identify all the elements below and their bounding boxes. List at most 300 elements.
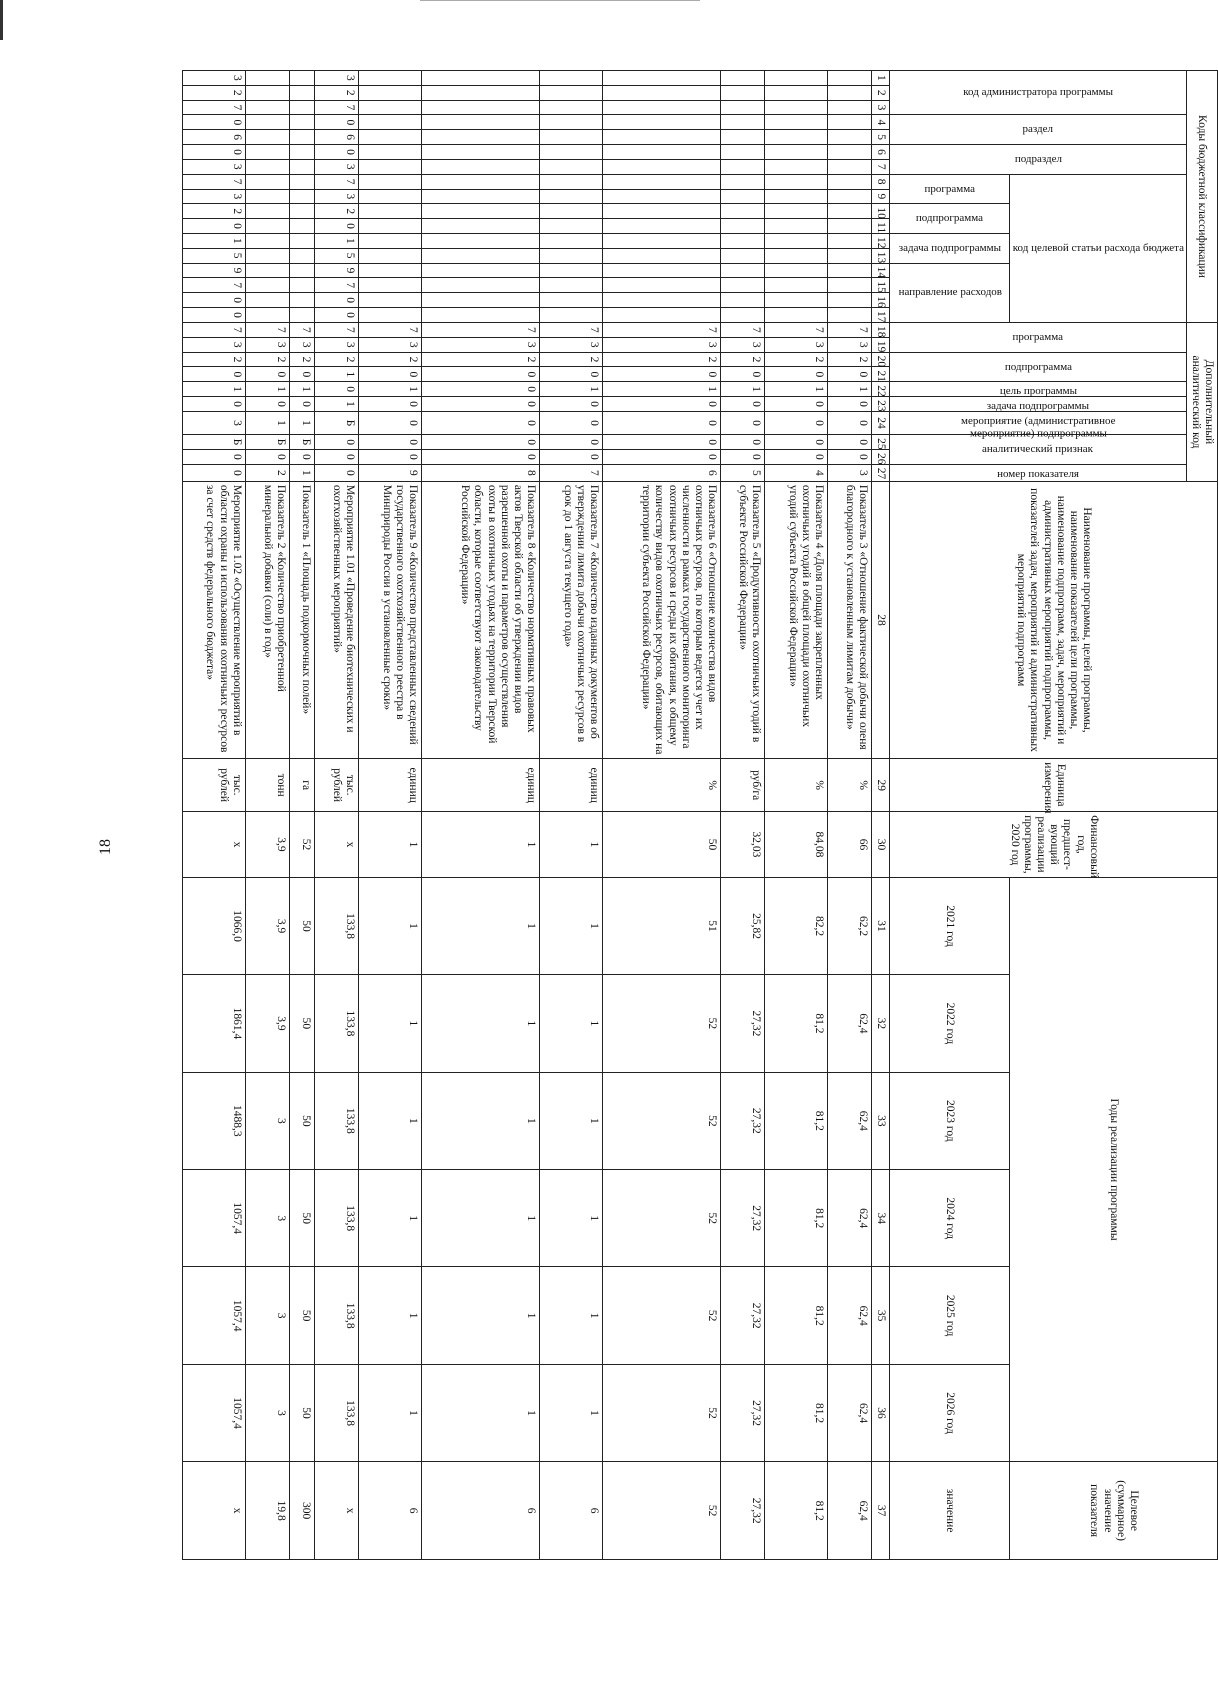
column-number: 8	[872, 174, 890, 189]
budget-code-digit: 0	[315, 219, 359, 234]
budget-code-digit	[422, 263, 540, 278]
row-unit: %	[828, 759, 872, 812]
row-unit: единиц	[359, 759, 422, 812]
page-number: 18	[97, 839, 114, 855]
analytic-code-digit: 1	[315, 397, 359, 412]
header-budget-codes: Коды бюджетной классификации	[1186, 71, 1217, 323]
analytic-code-digit: 1	[245, 411, 289, 434]
analytic-code-digit: 2	[289, 352, 315, 367]
budget-code-digit	[245, 145, 289, 160]
column-number: 33	[872, 1072, 890, 1169]
header-kod-admin: код администратора программы	[890, 71, 1186, 115]
analytic-code-digit: 7	[603, 323, 721, 338]
column-number: 16	[872, 293, 890, 308]
budget-code-digit: 5	[315, 248, 359, 263]
budget-code-digit	[765, 71, 828, 86]
row-unit: %	[603, 759, 721, 812]
row-target-value: x	[183, 1462, 246, 1560]
analytic-code-digit: 0	[540, 397, 603, 412]
budget-code-digit	[289, 248, 315, 263]
budget-code-digit	[245, 130, 289, 145]
budget-code-digit	[289, 130, 315, 145]
column-number: 13	[872, 248, 890, 263]
row-year-value: 1057,4	[183, 1364, 246, 1461]
analytic-code-digit: 8	[422, 464, 540, 481]
budget-code-digit	[540, 189, 603, 204]
budget-code-digit	[359, 308, 422, 323]
budget-code-digit: 7	[183, 100, 246, 115]
table-row	[603, 71, 721, 1560]
budget-code-digit	[422, 278, 540, 293]
row-fin-year: 84,08	[765, 812, 828, 878]
budget-code-digit	[359, 293, 422, 308]
budget-code-digit	[245, 278, 289, 293]
budget-code-digit	[603, 308, 721, 323]
row-year-value: 1	[422, 1267, 540, 1364]
row-name: Показатель 5 «Продуктивность охотничьих угодий в субъекте Российской Федерации»	[721, 481, 765, 758]
analytic-code-digit: 3	[828, 464, 872, 481]
row-year-value: 27,32	[721, 1364, 765, 1461]
column-number: 6	[872, 145, 890, 160]
budget-code-digit: 6	[315, 130, 359, 145]
column-number: 4	[872, 115, 890, 130]
column-number: 37	[872, 1462, 890, 1560]
row-fin-year: 32,03	[721, 812, 765, 878]
analytic-code-digit: 0	[603, 435, 721, 450]
analytic-code-digit: 9	[359, 464, 422, 481]
budget-code-digit	[422, 145, 540, 160]
header-analytic-code: Дополнительный аналитический код	[1186, 323, 1217, 482]
budget-code-digit	[422, 159, 540, 174]
analytic-code-digit: Б	[245, 435, 289, 450]
row-unit: тыс. рублей	[315, 759, 359, 812]
row-name: Показатель 4 «Доля площади закрепленных охотничьих угодий в общей площади охотничьих угодий субъекта Российской Федерации»	[765, 481, 828, 758]
row-year-value: 1	[540, 1072, 603, 1169]
row-year-value: 81,2	[765, 975, 828, 1072]
budget-code-digit	[721, 145, 765, 160]
analytic-code-digit: 0	[183, 367, 246, 382]
budget-code-digit	[540, 263, 603, 278]
analytic-code-digit: 7	[245, 323, 289, 338]
row-year-value: 1066,0	[183, 877, 246, 974]
budget-code-digit	[245, 189, 289, 204]
budget-code-digit	[245, 293, 289, 308]
analytic-code-digit: 0	[315, 382, 359, 397]
budget-code-digit	[359, 219, 422, 234]
budget-code-digit	[603, 278, 721, 293]
row-year-value: 1861,4	[183, 975, 246, 1072]
analytic-code-digit: 2	[422, 352, 540, 367]
analytic-code-digit: 3	[289, 337, 315, 352]
budget-code-digit	[540, 204, 603, 219]
budget-code-digit	[828, 248, 872, 263]
row-year-value: 27,32	[721, 1170, 765, 1267]
budget-code-digit	[721, 159, 765, 174]
budget-code-digit	[540, 100, 603, 115]
budget-code-digit	[828, 263, 872, 278]
analytic-code-digit: 6	[603, 464, 721, 481]
budget-code-digit: 0	[183, 293, 246, 308]
analytic-code-digit: 0	[245, 449, 289, 464]
row-year-value: 27,32	[721, 975, 765, 1072]
budget-code-digit	[540, 115, 603, 130]
budget-code-digit	[359, 145, 422, 160]
budget-code-digit	[828, 308, 872, 323]
column-number: 20	[872, 352, 890, 367]
budget-code-digit	[603, 71, 721, 86]
analytic-code-digit: 1	[721, 382, 765, 397]
row-target-value: 6	[422, 1462, 540, 1560]
analytic-code-digit: 3	[540, 337, 603, 352]
budget-code-digit	[540, 130, 603, 145]
column-number: 1	[872, 71, 890, 86]
budget-code-digit	[828, 233, 872, 248]
analytic-code-digit: 3	[422, 337, 540, 352]
budget-code-digit	[422, 233, 540, 248]
budget-code-digit	[540, 159, 603, 174]
row-year-value: 50	[289, 1170, 315, 1267]
header-napravlenie: направление расходов	[890, 263, 1010, 322]
column-number: 30	[872, 812, 890, 878]
row-year-value: 1	[540, 1170, 603, 1267]
analytic-code-digit: 3	[359, 337, 422, 352]
column-number: 22	[872, 382, 890, 397]
budget-code-digit	[540, 145, 603, 160]
budget-code-digit: 7	[315, 174, 359, 189]
row-year-value: 3,9	[245, 877, 289, 974]
table-row	[765, 71, 828, 1560]
analytic-code-digit: 3	[765, 337, 828, 352]
budget-code-digit: 0	[315, 308, 359, 323]
analytic-code-digit: 3	[245, 337, 289, 352]
budget-code-digit	[289, 293, 315, 308]
budget-code-digit	[289, 219, 315, 234]
analytic-code-digit: 4	[765, 464, 828, 481]
row-target-value: 19,8	[245, 1462, 289, 1560]
analytic-code-digit: 0	[245, 397, 289, 412]
header-2023: 2023 год	[890, 1072, 1010, 1169]
row-year-value: 133,8	[315, 975, 359, 1072]
row-year-value: 81,2	[765, 1072, 828, 1169]
budget-code-digit	[289, 71, 315, 86]
analytic-code-digit: 0	[765, 367, 828, 382]
analytic-code-digit: 0	[359, 435, 422, 450]
budget-code-digit: 0	[315, 293, 359, 308]
analytic-code-digit: 0	[289, 367, 315, 382]
row-year-value: 1	[359, 1072, 422, 1169]
row-target-value: 81,2	[765, 1462, 828, 1560]
analytic-code-digit: 0	[315, 435, 359, 450]
budget-code-digit	[422, 85, 540, 100]
budget-code-digit	[245, 248, 289, 263]
analytic-code-digit: 0	[359, 367, 422, 382]
top-rule	[420, 0, 700, 1]
row-name: Показатель 6 «Отношение количества видов охотничьих ресурсов, по которым ведется учет их численности в рамках государственного мониторинга охотничьих ресурсов и среды их обитания, к общему количеству видов охотничьих ресурсов, обитающих на территории субъекта Российской Федерации»	[603, 481, 721, 758]
analytic-code-digit: 1	[828, 382, 872, 397]
budget-code-digit	[765, 100, 828, 115]
analytic-code-digit: 1	[603, 382, 721, 397]
budget-code-digit	[721, 130, 765, 145]
analytic-code-digit: 3	[721, 337, 765, 352]
column-number: 10	[872, 204, 890, 219]
budget-code-digit	[359, 174, 422, 189]
row-year-value: 25,82	[721, 877, 765, 974]
budget-code-digit	[603, 204, 721, 219]
header-podrazdel: подраздел	[890, 145, 1186, 175]
row-year-value: 133,8	[315, 1170, 359, 1267]
row-year-value: 1057,4	[183, 1170, 246, 1267]
budget-code-digit: 3	[315, 189, 359, 204]
row-year-value: 52	[603, 1267, 721, 1364]
row-year-value: 1	[359, 975, 422, 1072]
budget-code-digit	[765, 130, 828, 145]
column-number: 36	[872, 1364, 890, 1461]
header-unit: Единица измерения	[890, 759, 1218, 812]
budget-code-digit	[828, 85, 872, 100]
analytic-code-digit: 0	[765, 411, 828, 434]
budget-code-digit	[721, 248, 765, 263]
budget-code-digit	[603, 233, 721, 248]
budget-code-digit	[289, 174, 315, 189]
row-target-value: 27,32	[721, 1462, 765, 1560]
budget-code-digit	[828, 189, 872, 204]
header-target: Целевое (суммарное) значение показателя	[1010, 1462, 1218, 1560]
row-fin-year: 66	[828, 812, 872, 878]
analytic-code-digit: 7	[422, 323, 540, 338]
row-year-value: 50	[289, 1267, 315, 1364]
budget-code-digit	[422, 174, 540, 189]
budget-code-digit	[603, 174, 721, 189]
budget-code-digit	[289, 263, 315, 278]
row-year-value: 133,8	[315, 1267, 359, 1364]
table-row	[359, 71, 422, 1560]
budget-code-digit	[828, 130, 872, 145]
budget-code-digit: 0	[183, 145, 246, 160]
table-row	[183, 71, 246, 1560]
analytic-code-digit: 1	[289, 382, 315, 397]
header-a-programma: программа	[890, 323, 1186, 353]
budget-code-digit	[422, 204, 540, 219]
budget-code-digit	[765, 293, 828, 308]
row-year-value: 27,32	[721, 1072, 765, 1169]
row-fin-year: x	[315, 812, 359, 878]
row-fin-year: 1	[540, 812, 603, 878]
row-year-value: 50	[289, 877, 315, 974]
budget-code-digit: 3	[315, 159, 359, 174]
analytic-code-digit: 2	[315, 352, 359, 367]
row-name: Показатель 1 «Площадь подкормочных полей»	[289, 481, 315, 758]
budget-code-digit	[828, 145, 872, 160]
analytic-code-digit: 3	[315, 337, 359, 352]
analytic-code-digit: 2	[245, 464, 289, 481]
budget-code-digit	[289, 145, 315, 160]
column-number-row	[872, 71, 890, 1560]
budget-code-digit	[289, 308, 315, 323]
row-year-value: 62,4	[828, 1170, 872, 1267]
analytic-code-digit: 0	[422, 411, 540, 434]
row-fin-year: x	[183, 812, 246, 878]
analytic-code-digit: 7	[540, 323, 603, 338]
row-year-value: 62,4	[828, 1267, 872, 1364]
budget-code-digit	[245, 263, 289, 278]
analytic-code-digit: 2	[603, 352, 721, 367]
budget-code-digit: 3	[183, 189, 246, 204]
analytic-code-digit: Б	[183, 435, 246, 450]
analytic-code-digit: 0	[828, 397, 872, 412]
analytic-code-digit: 2	[721, 352, 765, 367]
analytic-code-digit: 0	[540, 435, 603, 450]
budget-code-digit	[603, 293, 721, 308]
row-unit: тыс. рублей	[183, 759, 246, 812]
header-2021: 2021 год	[890, 877, 1010, 974]
analytic-code-digit: 0	[765, 449, 828, 464]
budget-code-digit	[422, 115, 540, 130]
row-year-value: 51	[603, 877, 721, 974]
row-year-value: 81,2	[765, 1170, 828, 1267]
analytic-code-digit: 0	[828, 435, 872, 450]
analytic-code-digit: 2	[828, 352, 872, 367]
analytic-code-digit: 0	[183, 397, 246, 412]
row-year-value: 1	[359, 1170, 422, 1267]
row-year-value: 1	[540, 1267, 603, 1364]
analytic-code-digit: 0	[603, 449, 721, 464]
budget-code-digit	[245, 174, 289, 189]
analytic-code-digit: 0	[422, 449, 540, 464]
budget-code-digit: 0	[183, 308, 246, 323]
analytic-code-digit: 7	[359, 323, 422, 338]
analytic-code-digit: 2	[183, 352, 246, 367]
header-name: Наименование программы, целей программы, наименование показателей цели программы, наименование подпрограмм, задач, мероприятий и административных мероприятий подпрограммы, показателей задач, мероприятий и административных мероприятий подпрограмм	[890, 481, 1218, 758]
header-a-cel: цель программы	[890, 382, 1186, 397]
header-kod-celevoy: код целевой статьи расхода бюджета	[1010, 174, 1186, 322]
analytic-code-digit: 0	[721, 449, 765, 464]
analytic-code-digit: Б	[315, 411, 359, 434]
column-number: 5	[872, 130, 890, 145]
analytic-code-digit: 7	[289, 323, 315, 338]
header-programma: программа	[890, 174, 1010, 204]
column-number: 19	[872, 337, 890, 352]
header-a-meropriyatie: мероприятие (административное мероприятие) подпрограммы	[890, 411, 1186, 434]
budget-code-digit	[765, 248, 828, 263]
column-number: 27	[872, 464, 890, 481]
budget-code-digit	[422, 71, 540, 86]
budget-code-digit	[289, 100, 315, 115]
budget-code-digit: 0	[183, 219, 246, 234]
budget-code-digit	[828, 159, 872, 174]
row-year-value: 1	[422, 877, 540, 974]
row-unit: %	[765, 759, 828, 812]
row-unit: единиц	[540, 759, 603, 812]
budget-code-digit	[721, 233, 765, 248]
analytic-code-digit: 0	[603, 411, 721, 434]
budget-code-digit	[422, 189, 540, 204]
budget-code-digit	[359, 233, 422, 248]
budget-code-digit	[422, 130, 540, 145]
table-row	[315, 71, 359, 1560]
header-2024: 2024 год	[890, 1170, 1010, 1267]
budget-code-digit	[245, 71, 289, 86]
budget-code-digit	[603, 85, 721, 100]
analytic-code-digit: 0	[828, 411, 872, 434]
row-year-value: 62,4	[828, 975, 872, 1072]
budget-code-digit	[540, 293, 603, 308]
budget-code-digit	[765, 115, 828, 130]
analytic-code-digit: 1	[315, 367, 359, 382]
analytic-code-digit: 1	[245, 382, 289, 397]
budget-code-digit	[245, 159, 289, 174]
analytic-code-digit: 0	[289, 397, 315, 412]
header-razdel: раздел	[890, 115, 1186, 145]
budget-code-digit	[603, 248, 721, 263]
budget-code-digit: 0	[315, 145, 359, 160]
analytic-code-digit: 0	[422, 367, 540, 382]
row-year-value: 1	[422, 1170, 540, 1267]
row-year-value: 81,2	[765, 1364, 828, 1461]
analytic-code-digit: 1	[289, 464, 315, 481]
row-fin-year: 1	[359, 812, 422, 878]
table-body	[183, 71, 872, 1560]
budget-code-digit	[289, 278, 315, 293]
analytic-code-digit: 0	[315, 449, 359, 464]
budget-code-digit	[359, 189, 422, 204]
analytic-code-digit: 0	[765, 435, 828, 450]
analytic-code-digit: 7	[765, 323, 828, 338]
row-year-value: 3	[245, 1170, 289, 1267]
column-number: 9	[872, 189, 890, 204]
budget-code-digit	[245, 85, 289, 100]
analytic-code-digit: 2	[245, 352, 289, 367]
budget-code-digit: 2	[183, 85, 246, 100]
row-year-value: 62,4	[828, 1364, 872, 1461]
budget-code-digit	[289, 204, 315, 219]
column-number: 34	[872, 1170, 890, 1267]
row-unit: единиц	[422, 759, 540, 812]
row-target-value: 6	[540, 1462, 603, 1560]
budget-code-digit	[765, 174, 828, 189]
row-unit: тонн	[245, 759, 289, 812]
header-zadacha: задача подпрограммы	[890, 233, 1010, 263]
budget-code-digit	[603, 219, 721, 234]
row-fin-year: 50	[603, 812, 721, 878]
row-year-value: 1	[540, 975, 603, 1072]
row-year-value: 82,2	[765, 877, 828, 974]
budget-code-digit: 1	[315, 233, 359, 248]
budget-code-digit	[422, 219, 540, 234]
budget-code-digit: 3	[183, 159, 246, 174]
column-number: 24	[872, 411, 890, 434]
budget-code-digit	[289, 115, 315, 130]
budget-code-digit: 3	[183, 71, 246, 86]
analytic-code-digit: 0	[183, 449, 246, 464]
row-year-value: 81,2	[765, 1267, 828, 1364]
analytic-code-digit: 0	[603, 397, 721, 412]
table-row	[828, 71, 872, 1560]
budget-code-digit	[721, 100, 765, 115]
row-year-value: 133,8	[315, 1364, 359, 1461]
header-2025: 2025 год	[890, 1267, 1010, 1364]
row-year-value: 3	[245, 1072, 289, 1169]
analytic-code-digit: 1	[540, 382, 603, 397]
budget-code-digit	[765, 278, 828, 293]
budget-code-digit	[603, 115, 721, 130]
budget-code-digit	[540, 233, 603, 248]
row-name: Показатель 3 «Отношение фактической добычи оленя благородного к установленным лимитам добычи»	[828, 481, 872, 758]
budget-code-digit	[540, 308, 603, 323]
row-year-value: 133,8	[315, 877, 359, 974]
budget-code-digit	[359, 115, 422, 130]
analytic-code-digit: 0	[603, 367, 721, 382]
budget-code-digit	[422, 308, 540, 323]
